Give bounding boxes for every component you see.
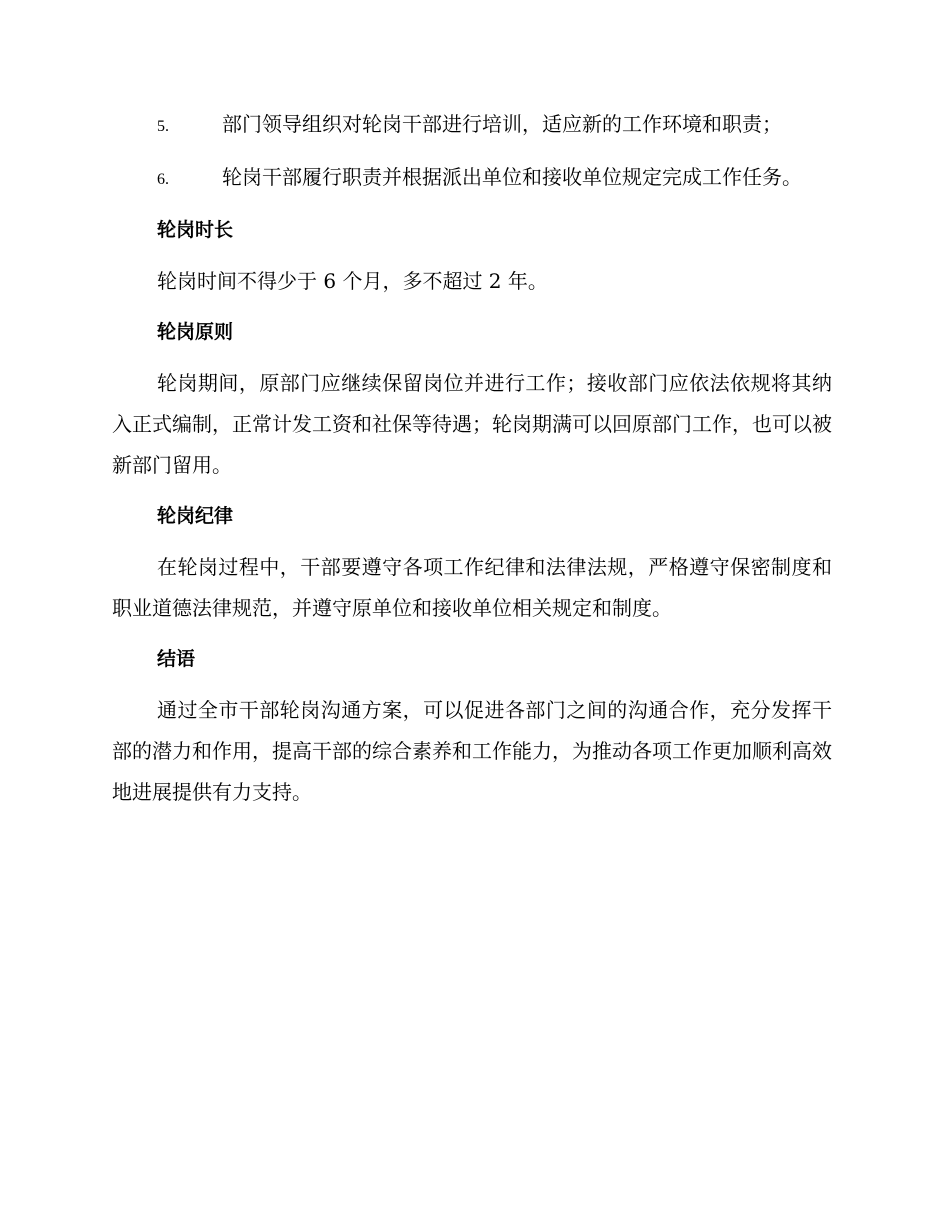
list-item-5 — [112, 104, 832, 147]
list-text: 部门领导组织对轮岗干部进行培训，适应新的工作环境和职责； — [222, 112, 782, 136]
section-heading-duration: 轮岗时长 — [157, 219, 234, 241]
list-item-6 — [112, 157, 832, 200]
section-heading-discipline: 轮岗纪律 — [157, 505, 234, 527]
list-number: 5. — [157, 118, 169, 135]
section-body-conclusion: 通过全市干部轮岗沟通方案，可以促进各部门之间的沟通合作，充分发挥干部的潜力和作用，提高干部的综合素养和工作能力，为推动各项工作更加顺利高效地进展提供有力支持。 — [112, 698, 832, 804]
section-body-discipline: 在轮岗过程中，干部要遵守各项工作纪律和法律法规，严格遵守保密制度和职业道德法律规范，并遵守原单位和接收单位相关规定和制度。 — [112, 555, 832, 620]
section-heading-conclusion: 结语 — [157, 648, 196, 670]
section-heading-principles: 轮岗原则 — [157, 321, 234, 343]
document-page — [112, 104, 832, 823]
section-body-duration: 轮岗时间不得少于 6 个月，多不超过 2 年。 — [157, 269, 548, 293]
list-text: 轮岗干部履行职责并根据派出单位和接收单位规定完成工作任务。 — [222, 165, 802, 189]
list-number: 6. — [157, 171, 169, 188]
section-body-principles: 轮岗期间，原部门应继续保留岗位并进行工作；接收部门应依法依规将其纳入正式编制，正常计发工资和社保等待遇；轮岗期满可以回原部门工作，也可以被新部门留用。 — [112, 371, 832, 477]
